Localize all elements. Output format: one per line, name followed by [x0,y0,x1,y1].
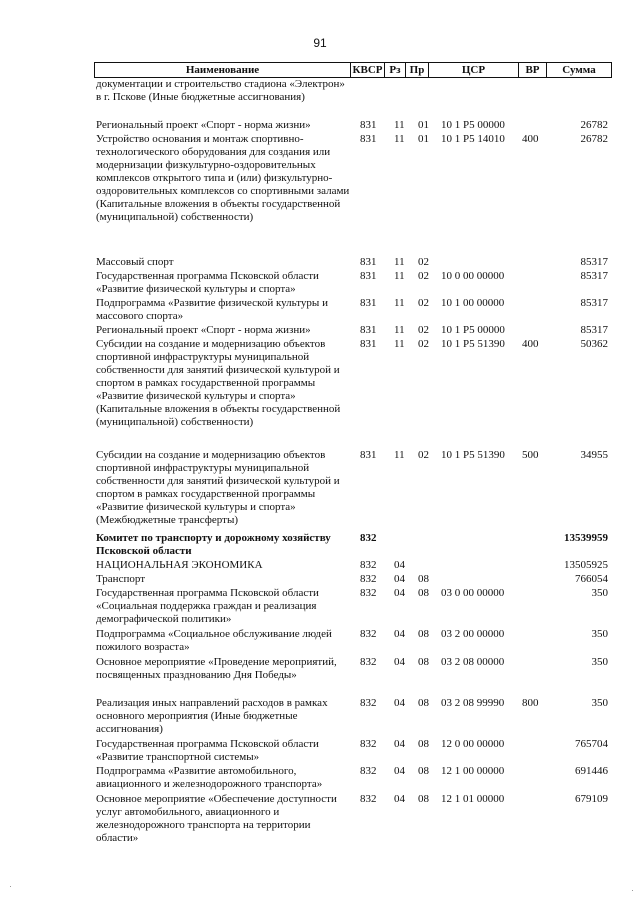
row-kvsr: 831 [360,324,377,336]
row-csr: 10 1 P5 00000 [441,324,505,336]
row-name: НАЦИОНАЛЬНАЯ ЭКОНОМИКА [96,559,263,571]
row-csr: 12 1 00 00000 [441,765,505,777]
column-header-kvsr: КВСР [350,63,384,77]
row-csr: 10 1 P5 51390 [441,338,505,350]
row-rz: 11 [394,297,405,309]
row-pr: 02 [418,449,429,461]
row-sum: 766054 [575,573,608,585]
row-pr: 02 [418,324,429,336]
row-pr: 02 [418,338,429,350]
column-header-pr: Пр [405,63,428,77]
row-name: Основное мероприятие «Проведение мероприятий, посвященных празднованию Дня Победы» [96,656,337,681]
row-pr: 02 [418,270,429,282]
row-sum: 50362 [580,338,608,350]
row-kvsr: 832 [360,559,377,571]
row-pr: 08 [418,573,429,585]
row-vr: 400 [522,338,539,350]
row-rz: 11 [394,133,405,145]
row-kvsr: 831 [360,256,377,268]
row-sum: 350 [591,628,608,640]
row-pr: 02 [418,256,429,268]
row-rz: 11 [394,338,405,350]
row-sum: 85317 [580,297,608,309]
row-rz: 04 [394,559,405,571]
row-sum: 34955 [580,449,608,461]
row-kvsr: 832 [360,587,377,599]
row-rz: 11 [394,256,405,268]
row-csr: 10 1 P5 51390 [441,449,505,461]
row-csr: 12 1 01 00000 [441,793,505,805]
row-sum: 350 [591,587,608,599]
row-name: Субсидии на создание и модернизацию объектов спортивной инфраструктуры муниципальной собственности для занятий физической культурой и спортом в рамках государственной программы «Развитие физической культуры и спорта» (Межбюджетные трансферты) [96,449,340,526]
row-kvsr: 832 [360,738,377,750]
row-pr: 08 [418,697,429,709]
row-pr: 08 [418,765,429,777]
scan-speck [632,890,633,891]
row-vr: 500 [522,449,539,461]
row-kvsr: 831 [360,297,377,309]
row-kvsr: 832 [360,573,377,585]
row-name: Субсидии на создание и модернизацию объектов спортивной инфраструктуры муниципальной собственности для занятий физической культурой и спортом в рамках государственной программы «Развитие физической культуры и спорта» (Капитальные вложения в объекты государственной (муниципальной) собственности) [96,338,341,428]
row-name: Подпрограмма «Развитие автомобильного, авиационного и железнодорожного транспорта» [96,765,323,790]
column-header-vr: ВР [518,63,546,77]
row-rz: 11 [394,324,405,336]
row-sum: 691446 [575,765,608,777]
row-pr: 02 [418,297,429,309]
column-header-rz: Рз [384,63,405,77]
row-pr: 08 [418,628,429,640]
row-pr: 08 [418,793,429,805]
row-pr: 01 [418,133,429,145]
row-sum: 85317 [580,324,608,336]
row-vr: 400 [522,133,539,145]
row-csr: 03 2 08 99990 [441,697,505,709]
row-name: Государственная программа Псковской области «Развитие транспортной системы» [96,738,319,763]
row-rz: 04 [394,656,405,668]
page-number: 91 [313,36,327,50]
row-sum: 85317 [580,256,608,268]
row-kvsr: 832 [360,697,377,709]
row-kvsr: 831 [360,270,377,282]
table-header [94,62,612,78]
row-kvsr: 831 [360,119,377,131]
row-kvsr: 832 [360,656,377,668]
row-pr: 08 [418,587,429,599]
row-sum: 350 [591,697,608,709]
row-rz: 04 [394,628,405,640]
column-header-name: Наименование [94,63,350,77]
row-rz: 11 [394,270,405,282]
row-sum: 13505925 [564,559,608,571]
column-header-csr: ЦСР [428,63,518,77]
row-rz: 04 [394,738,405,750]
row-csr: 03 2 00 00000 [441,628,505,640]
row-kvsr: 831 [360,133,377,145]
row-pr: 01 [418,119,429,131]
row-name: Подпрограмма «Социальное обслуживание людей пожилого возраста» [96,628,332,653]
row-name: Государственная программа Псковской области «Социальная поддержка граждан и реализация демографической политики» [96,587,319,625]
column-header-sum: Сумма [546,63,612,77]
row-kvsr: 831 [360,449,377,461]
row-sum: 350 [591,656,608,668]
row-name: Региональный проект «Спорт - норма жизни» [96,119,311,131]
row-name: Транспорт [96,573,146,585]
row-sum: 26782 [580,133,608,145]
row-sum: 26782 [580,119,608,131]
row-kvsr: 831 [360,338,377,350]
row-kvsr: 832 [360,628,377,640]
row-sum: 13539959 [564,532,608,544]
scan-speck [10,886,11,887]
row-kvsr: 832 [360,765,377,777]
row-csr: 03 0 00 00000 [441,587,505,599]
row-name: Устройство основания и монтаж спортивно-технологического оборудования для создания или модернизации физкультурно-оздоровительных комплексов открытого типа и (или) физкультурно-оздоровительных комплексов со спортивными залами (Капитальные вложения в объекты государственной (муниципальной) собственности) [96,133,350,223]
row-csr: 12 0 00 00000 [441,738,505,750]
row-name: Основное мероприятие «Обеспечение доступности услуг автомобильного, авиационного и железнодорожного транспорта на территории области» [96,793,337,844]
row-rz: 04 [394,587,405,599]
row-kvsr: 832 [360,532,377,544]
row-sum: 765704 [575,738,608,750]
row-rz: 04 [394,697,405,709]
row-name: Региональный проект «Спорт - норма жизни» [96,324,311,336]
row-sum: 85317 [580,270,608,282]
row-name: документации и строительство стадиона «Электрон» в г. Пскове (Иные бюджетные ассигнования) [96,78,345,103]
row-pr: 08 [418,738,429,750]
row-rz: 04 [394,573,405,585]
row-name: Комитет по транспорту и дорожному хозяйству Псковской области [96,532,331,557]
row-sum: 679109 [575,793,608,805]
row-kvsr: 832 [360,793,377,805]
row-csr: 10 1 P5 00000 [441,119,505,131]
row-csr: 10 0 00 00000 [441,270,505,282]
row-name: Массовый спорт [96,256,174,268]
row-rz: 11 [394,449,405,461]
row-csr: 03 2 08 00000 [441,656,505,668]
row-pr: 08 [418,656,429,668]
row-name: Реализация иных направлений расходов в рамках основного мероприятия (Иные бюджетные ассигнования) [96,697,328,735]
row-csr: 10 1 P5 14010 [441,133,505,145]
row-vr: 800 [522,697,539,709]
row-rz: 04 [394,793,405,805]
row-rz: 11 [394,119,405,131]
row-name: Государственная программа Псковской области «Развитие физической культуры и спорта» [96,270,319,295]
row-csr: 10 1 00 00000 [441,297,505,309]
row-rz: 04 [394,765,405,777]
row-name: Подпрограмма «Развитие физической культуры и массового спорта» [96,297,328,322]
